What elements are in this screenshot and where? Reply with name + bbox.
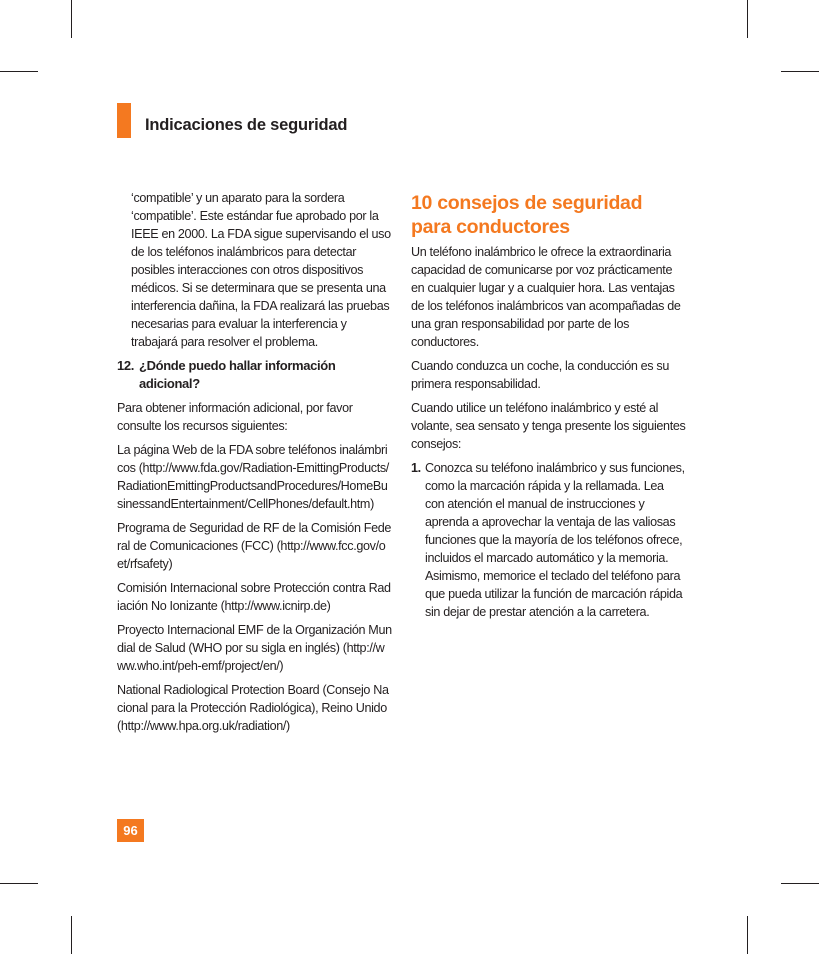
crop-mark: [747, 916, 748, 954]
crop-mark: [0, 71, 38, 72]
crop-mark: [781, 71, 819, 72]
left-column: [117, 189, 392, 741]
question-heading: [117, 357, 392, 393]
resource-item: La página Web de la FDA sobre teléfonos inalámbricos (http://www.fda.gov/Radiation-EmittingProducts/RadiationEmittingProductsandProcedures/HomeBusinessandEntertainment/CellPhones/default.htm): [117, 443, 389, 511]
continued-paragraph: ‘compatible’ y un aparato para la sordera ‘compatible’. Este estándar fue aprobado por la IEEE en 2000. La FDA sigue supervisando el uso de los teléfonos inalámbricos para detectar posibles interacciones con otros dispositivos médicos. Si se determinara que se presenta una interferencia dañina, la FDA realizará las pruebas necesarias para evaluar la interferencia y trabajará para resolver el problema.: [131, 191, 391, 349]
resource-item: Proyecto Internacional EMF de la Organización Mundial de Salud (WHO por su sigla en inglés) (http://www.who.int/peh-emf/project/en/): [117, 623, 392, 673]
question-text: ¿Dónde puedo hallar información adicional?: [139, 358, 336, 391]
body-paragraph: Cuando conduzca un coche, la conducción es su primera responsabilidad.: [411, 359, 669, 391]
resource-item: Programa de Seguridad de RF de la Comisión Federal de Comunicaciones (FCC) (http://www.fcc.gov/oet/rfsafety): [117, 521, 392, 571]
resources-intro: Para obtener información adicional, por favor consulte los recursos siguientes:: [117, 401, 353, 433]
right-column: [411, 189, 686, 621]
crop-mark: [71, 0, 72, 38]
body-paragraph: Un teléfono inalámbrico le ofrece la extraordinaria capacidad de comunicarse por voz prácticamente en cualquier lugar y a cualquier hora. Las ventajas de los teléfonos inalámbricos van acompañadas de una gran responsabilidad por parte de los conductores.: [411, 245, 681, 349]
tip-item: [411, 459, 686, 621]
section-title: 10 consejos de seguridad para conductores: [411, 192, 643, 238]
page-number: 96: [117, 819, 144, 842]
crop-mark: [0, 883, 38, 884]
crop-mark: [781, 883, 819, 884]
crop-mark: [71, 916, 72, 954]
question-number: 12.: [117, 358, 135, 373]
tip-text: Conozca su teléfono inalámbrico y sus funciones, como la marcación rápida y la rellamada. Lea con atención el manual de instrucciones y aprenda a aprovechar la ventaja de las valiosas funciones que la mayoría de los teléfonos ofrece, incluidos el marcado automático y la memoria. Asimismo, memorice el teclado del teléfono para que pueda utilizar la función de marcación rápida sin dejar de prestar atención a la carretera.: [425, 461, 685, 619]
page-title: Indicaciones de seguridad: [145, 116, 348, 134]
body-paragraph: Cuando utilice un teléfono inalámbrico y esté al volante, sea sensato y tenga presente los siguientes consejos:: [411, 401, 686, 451]
tip-number: 1.: [411, 461, 421, 475]
header-accent-bar: [117, 103, 131, 138]
resource-item: National Radiological Protection Board (Consejo Nacional para la Protección Radiológica), Reino Unido (http://www.hpa.org.uk/radiation/): [117, 683, 389, 733]
resource-item: Comisión Internacional sobre Protección contra Radiación No Ionizante (http://www.icnirp.de): [117, 581, 391, 613]
crop-mark: [747, 0, 748, 38]
